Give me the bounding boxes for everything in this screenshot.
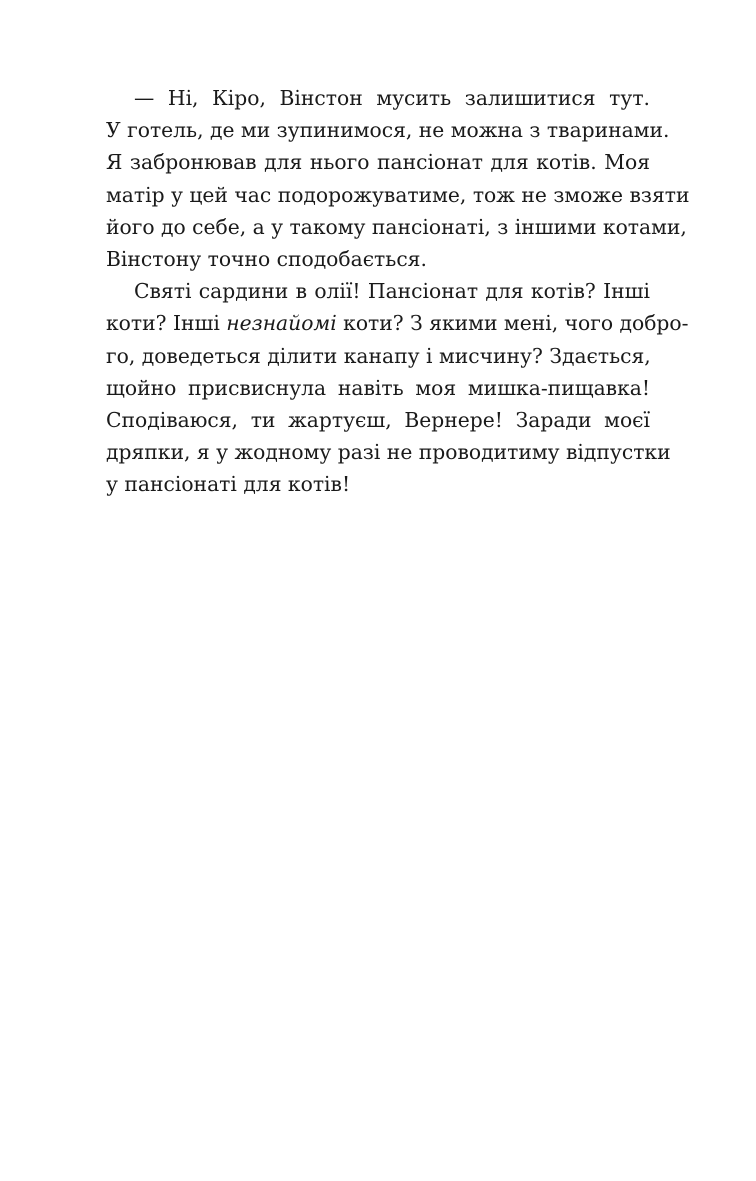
- text-line: У готель, де ми зупинимося, не можна з тваринами.: [106, 118, 670, 143]
- body-text: [106, 82, 690, 500]
- text-line: його до себе, а у такому пансіонаті, з іншими котами,: [106, 214, 687, 239]
- text-line: щойно присвиснула навіть моя мишка-пищавка!: [106, 375, 650, 400]
- text-line-with-emphasis: [106, 307, 689, 339]
- paragraph-1: [106, 82, 690, 275]
- text-line: го, доведеться ділити канапу і мисчину? Здається,: [106, 343, 651, 368]
- text-line: матір у цей час подорожуватиме, тож не зможе взяти: [106, 182, 690, 207]
- text-line: — Ні, Кіро, Вінстон мусить залишитися тут.: [134, 86, 650, 110]
- text-line: дряпки, я у жодному разі не проводитиму відпустки: [106, 440, 671, 465]
- text-line: Святі сардини в олії! Пансіонат для котів? Інші: [134, 279, 650, 304]
- emphasized-word: незнайомі: [226, 311, 337, 336]
- text-line: Вінстону точно сподобається.: [106, 246, 427, 271]
- text-line: Сподіваюся, ти жартуєш, Вернере! Заради моєї: [106, 407, 650, 432]
- paragraph-2: [106, 275, 689, 500]
- text-segment: коти? Інші: [106, 311, 227, 336]
- text-segment: коти? З якими мені, чого добро-: [336, 311, 689, 336]
- text-line: Я забронював для нього пансіонат для котів. Моя: [106, 150, 650, 175]
- text-line: у пансіонаті для котів!: [106, 472, 351, 497]
